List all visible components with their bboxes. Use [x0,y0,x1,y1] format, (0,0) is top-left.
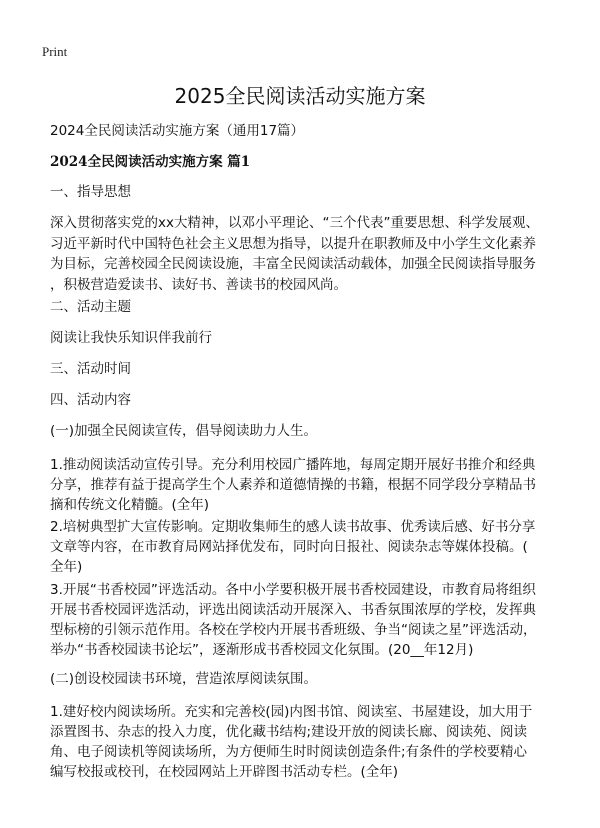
paragraph-line: 举办“书香校园读书论坛”，逐渐形成书香校园文化氛围。(20__年12月) [50,642,474,658]
article-heading: 2024全民阅读活动实施方案 篇1 [50,154,251,170]
document-title: 2025全民阅读活动实施方案 [174,84,426,108]
paragraph-line: 添置图书、杂志的投入力度，优化藏书结构;建设开放的阅读长廊、阅读苑、阅读 [50,724,528,740]
paragraph-line: 型标榜的引领示范作用。各校在学校内开展书香班级、争当“阅读之星”评选活动， [50,622,537,638]
section-heading-guiding-ideology: 一、指导思想 [50,184,131,200]
paragraph-line: 习近平新时代中国特色社会主义思想为指导，以提升在职教师及中小学生文化素养 [50,236,536,252]
paragraph-line: 开展书香校园评选活动，评选出阅读活动开展深入、书香氛围浓厚的学校，发挥典 [50,602,536,618]
section-heading-theme: 二、活动主题 [50,299,131,315]
paragraph-line: 1.推动阅读活动宣传引导。充分利用校园广播阵地，每周定期开展好书推介和经典 [50,457,536,473]
paragraph-line: 角、电子阅读机等阅读场所，为方便师生时时阅读创造条件;有条件的学校要精心 [50,744,528,760]
print-link[interactable]: Print [42,44,68,59]
subsection-heading: (二)创设校园读书环境，营造浓厚阅读氛围。 [50,671,318,687]
theme-text: 阅读让我快乐知识伴我前行 [50,330,212,346]
section-heading-time: 三、活动时间 [50,361,131,377]
paragraph-line: 编写校报或校刊，在校园网站上开辟图书活动专栏。(全年) [50,764,399,780]
subsection-heading: (一)加强全民阅读宣传，倡导阅读助力人生。 [50,423,318,439]
paragraph-line: 深入贯彻落实党的xx大精神，以邓小平理论、“三个代表”重要思想、科学发展观、 [50,215,539,231]
paragraph-line: ，积极营造爱读书、读好书、善读书的校园风尚。 [50,277,347,293]
paragraph-line: 全年) [50,559,83,575]
paragraph-line: 文章等内容，在市教育局网站择优发布，同时向日报社、阅读杂志等媒体投稿。( [50,539,528,555]
paragraph-line: 1.建好校内阅读场所。充实和完善校(园)内图书馆、阅读室、书屋建设，加大用于 [50,704,533,720]
paragraph-line: 分享，推荐有益于提高学生个人素养和道德情操的书籍，根据不同学段分享精品书 [50,477,536,493]
section-heading-content: 四、活动内容 [50,392,131,408]
paragraph-line: 摘和传统文化精髓。(全年) [50,497,210,513]
paragraph-line: 3.开展“书香校园”评选活动。各中小学要积极开展书香校园建设，市教育局将组织 [50,582,536,598]
paragraph-line: 为目标，完善校园全民阅读设施，丰富全民阅读活动载体，加强全民阅读指导服务 [50,256,536,272]
document-subtitle: 2024全民阅读活动实施方案（通用17篇） [50,123,305,139]
paragraph-line: 2.培树典型扩大宣传影响。定期收集师生的感人读书故事、优秀读后感、好书分享 [50,519,536,535]
